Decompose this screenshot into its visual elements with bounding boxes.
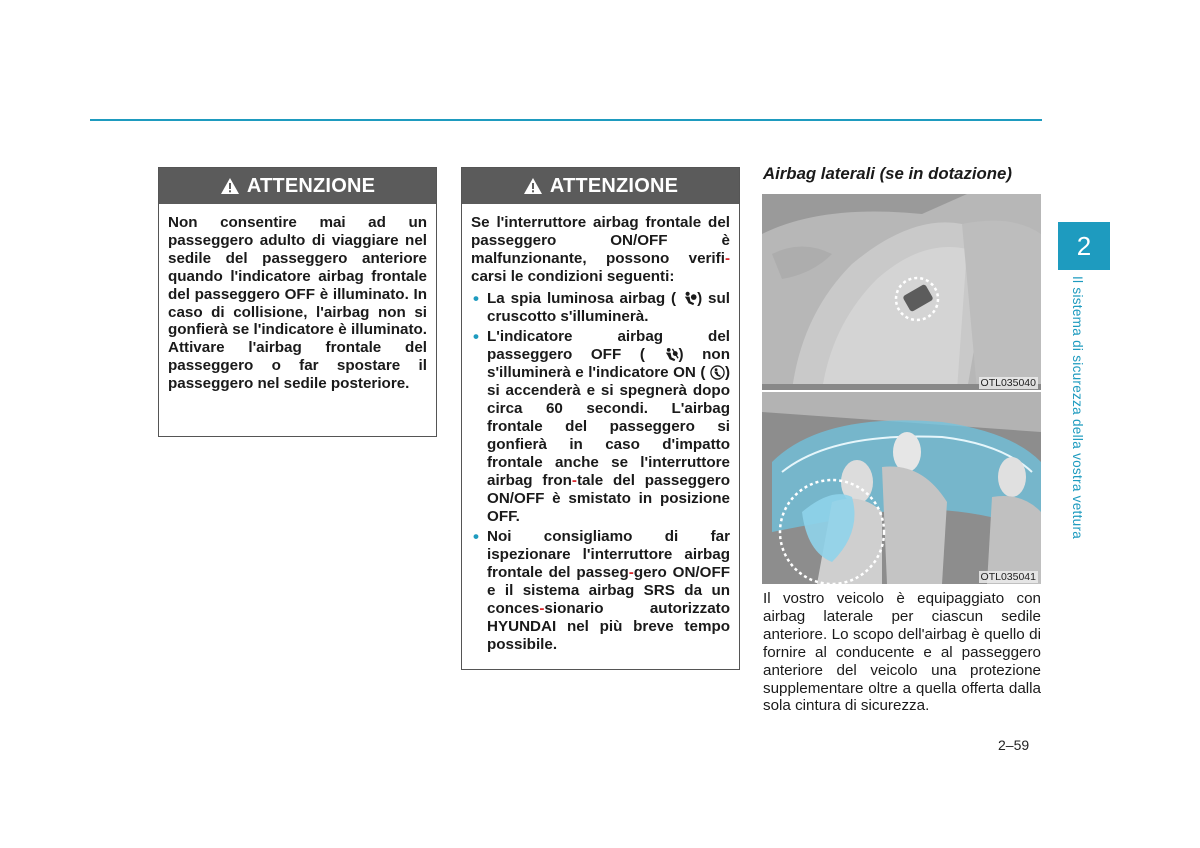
figure-code: OTL035041: [980, 571, 1036, 583]
figure-code: OTL035040: [980, 377, 1036, 389]
section-body-text: Il vostro veicolo è equipaggiato con airbag laterale per ciascun sedile anteriore. Lo scopo dell'airbag è quello di fornire al conducente e al passeggero anteriore del veicolo una protezione supplementare oltre a quella offerta dalla sola cintura di sicurezza.: [763, 590, 1041, 715]
warning-header: [462, 168, 739, 204]
warning-intro: Se l'interruttore airbag frontale del passeggero ON/OFF è malfunzionante, possono verifi-carsi le condizioni seguenti:: [471, 214, 730, 285]
page-number: 2–59: [998, 737, 1030, 753]
chapter-title: Il sistema di sicurezza della vostra vettura: [1070, 276, 1085, 540]
airbag-warning-icon: [682, 291, 697, 306]
list-item: • L'indicatore airbag del passeggero OFF ( ) non s'illuminerà e l'indicatore ON ( ) si accenderà e si spegnerà dopo circa 60 secondi. L'airbag frontale del passeggero si gonfierà in caso d'impatto frontale anche se l'interruttore airbag fron-tale del passeggero ON/OFF è smistato in posizione OFF.: [471, 328, 730, 525]
warning-text: Non consentire mai ad un passeggero adulto di viaggiare nel sedile del passeggero anteriore quando l'indicatore airbag frontale del passeggero OFF è illuminato. In caso di collisione, l'airbag non si gonfierà se l'indicatore è illuminato. Attivare l'airbag frontale del passeggero o far spostare il passeggero nel sedile posteriore.: [168, 214, 427, 393]
passenger-airbag-on-icon: [710, 365, 725, 380]
warning-box-1: [158, 167, 437, 437]
warning-title: ATTENZIONE: [549, 174, 679, 197]
warning-header: [159, 168, 436, 204]
passenger-airbag-off-icon: [664, 347, 679, 362]
header-rule: [90, 119, 1042, 121]
seat-illustration: [762, 194, 1041, 390]
warning-triangle-icon: [220, 177, 240, 195]
warning-title: ATTENZIONE: [246, 174, 376, 197]
deployment-illustration: [762, 392, 1041, 584]
list-item: • La spia luminosa airbag ( ) sul cruscotto s'illuminerà.: [471, 290, 730, 326]
chapter-tab: 2: [1058, 222, 1110, 270]
side-airbag-deployment-figure: [762, 392, 1041, 584]
warning-box-2: [461, 167, 740, 670]
list-item: • Noi consigliamo di far ispezionare l'interruttore airbag frontale del passeg-gero ON/OFF e il sistema airbag SRS da un conces-sionario autorizzato HYUNDAI nel più breve tempo possibile.: [471, 528, 730, 653]
warning-triangle-icon: [523, 177, 543, 195]
seat-airbag-figure: [762, 194, 1041, 390]
section-title: Airbag laterali (se in dotazione): [763, 164, 1012, 183]
